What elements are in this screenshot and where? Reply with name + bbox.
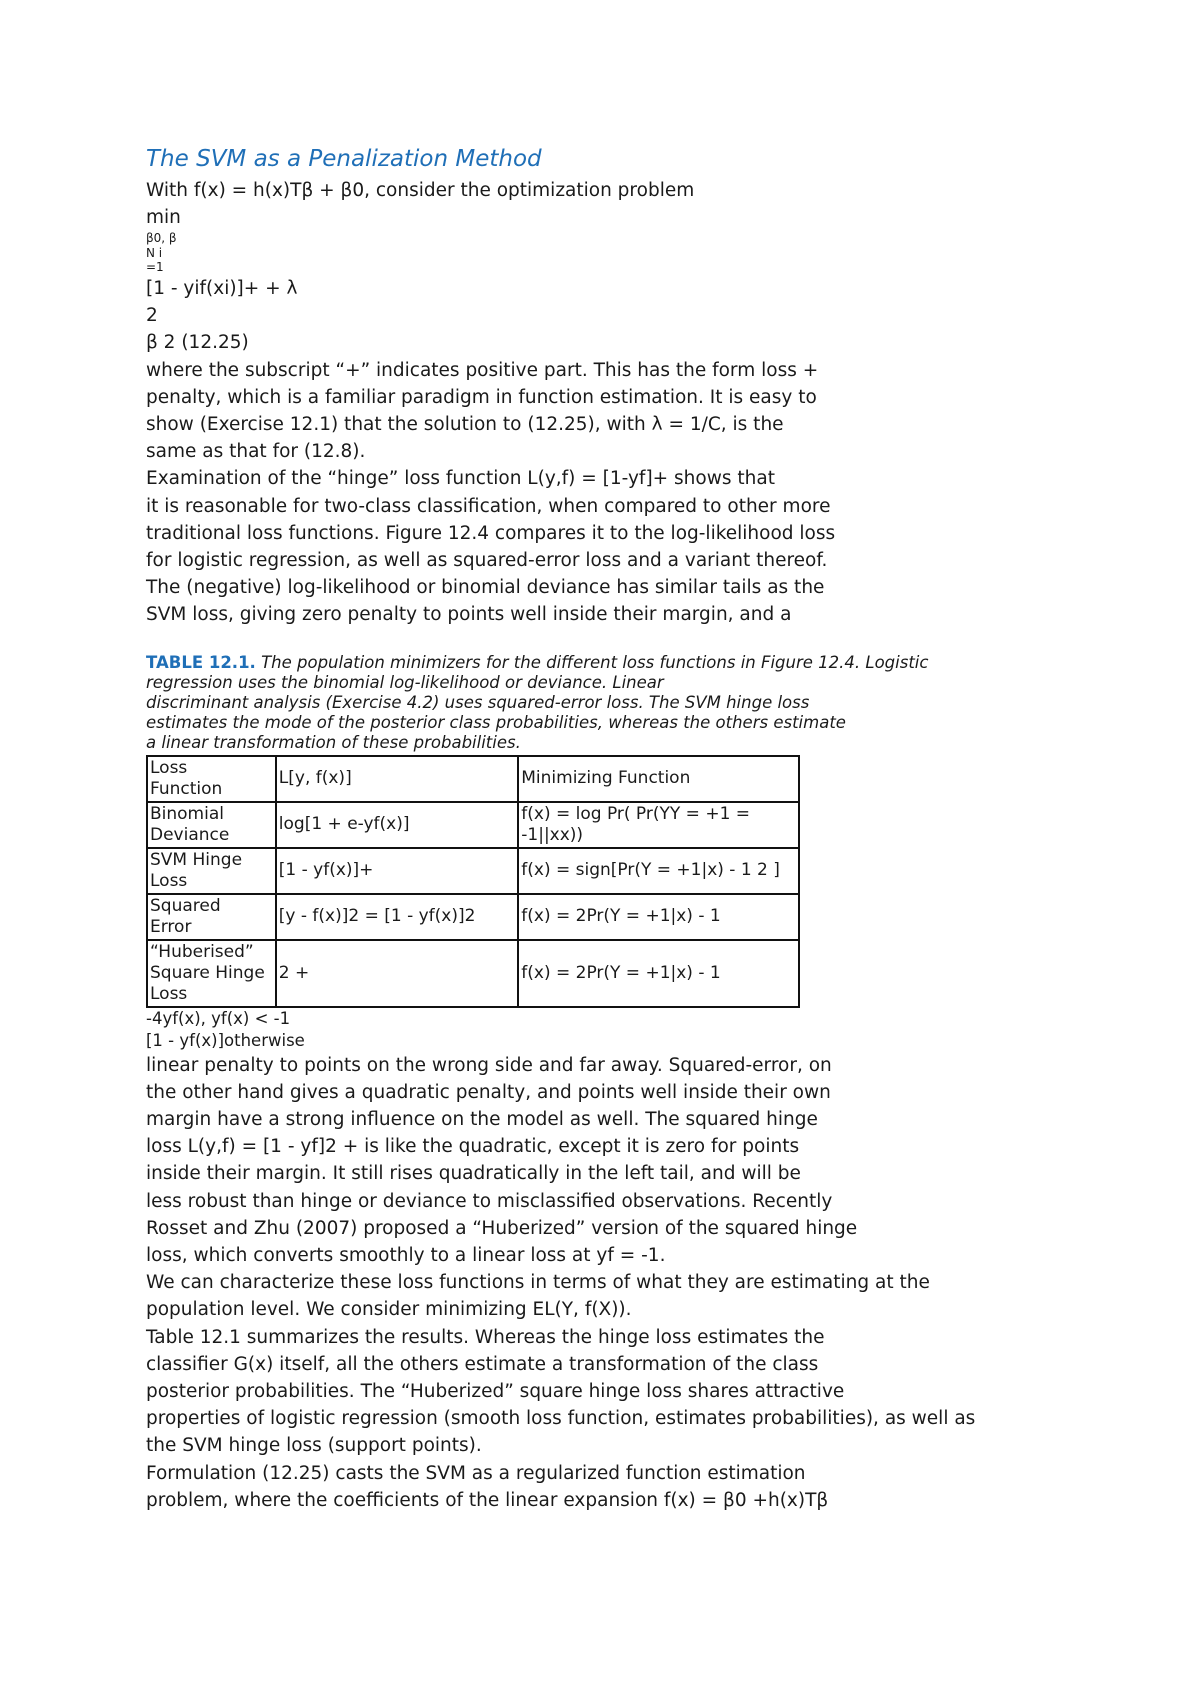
table-header-cell: Minimizing Function [518,756,799,802]
caption-line: a linear transformation of these probabilities. [146,732,521,752]
text-line: problem, where the coefficients of the linear expansion f(x) = β0 +h(x)Tβ [146,1489,829,1511]
caption-line: discriminant analysis (Exercise 4.2) uses squared-error loss. The SVM hinge loss [146,692,810,712]
loss-function-table [146,755,800,1008]
table-cell: [1 - yf(x)]+ [276,848,518,894]
equation-subscript: =1 [146,260,164,275]
document-body [146,143,1086,1514]
text-line: classifier G(x) itself, all the others estimate a transformation of the class [146,1353,819,1375]
text-line: The (negative) log-likelihood or binomial deviance has similar tails as the [146,577,825,599]
text-line: less robust than hinge or deviance to misclassified observations. Recently [146,1190,833,1212]
text-line: loss, which converts smoothly to a linear loss at yf = -1. [146,1244,666,1266]
table-footnote [146,1008,1086,1052]
text-line: the SVM hinge loss (support points). [146,1435,482,1457]
equation-line: [1 - yif(xi)]+ + λ [146,277,298,299]
caption-line: The population minimizers for the different loss functions in Figure 12.4. Logistic [261,652,929,672]
table-header-row [147,756,799,802]
caption-line: estimates the mode of the posterior class probabilities, whereas the others estimate [146,712,846,732]
text-line: posterior probabilities. The “Huberized” square hinge loss shares attractive [146,1380,845,1402]
text-line: same as that for (12.8). [146,441,366,463]
text-line: traditional loss functions. Figure 12.4 compares it to the log-likelihood loss [146,522,836,544]
equation-subscript: N i [146,245,163,260]
intro-line: With f(x) = h(x)Tβ + β0, consider the optimization problem [146,180,695,201]
intro-line: min [146,207,181,229]
equation-subscript: β0, β [146,231,177,246]
paragraph [146,1052,1086,1514]
table-cell: f(x) = log Pr( Pr(YY = +1 = -1||xx)) [518,802,799,848]
table-row [147,802,799,848]
text-line: show (Exercise 12.1) that the solution to (12.25), with λ = 1/C, is the [146,413,784,435]
text-line: inside their margin. It still rises quadratically in the left tail, and will be [146,1163,801,1185]
text-line: [1 - yf(x)]otherwise [146,1030,305,1050]
table-header-cell: Loss Function [147,756,276,802]
text-line: linear penalty to points on the wrong side and far away. Squared-error, on [146,1054,832,1076]
table-cell: “Huberised” Square Hinge Loss [147,940,276,1007]
text-line: Rosset and Zhu (2007) proposed a “Huberized” version of the squared hinge [146,1217,858,1239]
text-line: population level. We consider minimizing EL(Y, f(X)). [146,1299,632,1321]
table-caption-label: TABLE 12.1. [146,652,256,672]
text-line: it is reasonable for two-class classification, when compared to other more [146,495,831,517]
text-line: the other hand gives a quadratic penalty, and points well inside their own [146,1081,831,1103]
equation-line: β 2 (12.25) [146,332,249,354]
equation-line: 2 [146,305,158,327]
text-line: Examination of the “hinge” loss function L(y,f) = [1-yf]+ shows that [146,468,775,490]
section-title: The SVM as a Penalization Method [146,146,542,172]
text-line: where the subscript “+” indicates positive part. This has the form loss + [146,359,819,381]
table-cell: [y - f(x)]2 = [1 - yf(x)]2 [276,894,518,940]
table-cell: f(x) = 2Pr(Y = +1|x) - 1 [518,940,799,1007]
text-line: We can characterize these loss functions in terms of what they are estimating at the [146,1272,930,1294]
text-line: Formulation (12.25) casts the SVM as a regularized function estimation [146,1462,806,1484]
table-cell: 2 + [276,940,518,1007]
table-caption [146,653,1086,753]
paragraph [146,357,1086,629]
table-cell: log[1 + e-yf(x)] [276,802,518,848]
text-line: for logistic regression, as well as squared-error loss and a variant thereof. [146,549,828,571]
text-line: penalty, which is a familiar paradigm in function estimation. It is easy to [146,386,817,408]
table-cell: SVM Hinge Loss [147,848,276,894]
table-row [147,894,799,940]
table-cell: f(x) = sign[Pr(Y = +1|x) - 1 2 ] [518,848,799,894]
table-cell: Squared Error [147,894,276,940]
table-row [147,940,799,1007]
text-line: margin have a strong influence on the model as well. The squared hinge [146,1108,818,1130]
text-line: properties of logistic regression (smooth loss function, estimates probabilities), as well as [146,1408,976,1430]
text-line: -4yf(x), yf(x) < -1 [146,1008,291,1028]
table-row [147,848,799,894]
table-header-cell: L[y, f(x)] [276,756,518,802]
text-line: loss L(y,f) = [1 - yf]2 + is like the quadratic, except it is zero for points [146,1136,800,1158]
text-line: Table 12.1 summarizes the results. Whereas the hinge loss estimates the [146,1326,825,1348]
text-line: SVM loss, giving zero penalty to points well inside their margin, and a [146,604,792,626]
caption-line: regression uses the binomial log-likelihood or deviance. Linear [146,672,664,692]
table-cell: Binomial Deviance [147,802,276,848]
table-cell: f(x) = 2Pr(Y = +1|x) - 1 [518,894,799,940]
